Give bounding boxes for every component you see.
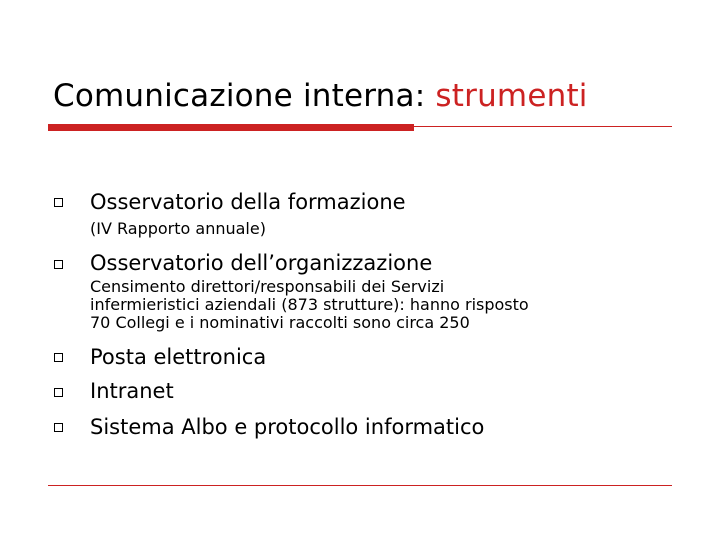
title-underline-thin xyxy=(414,126,672,127)
bullet-square-icon xyxy=(54,198,63,207)
slide-title xyxy=(53,76,588,116)
list-item-subtext xyxy=(90,278,529,332)
bullet-square-icon xyxy=(54,423,63,432)
slide-title-main: Comunicazione interna: xyxy=(53,78,436,114)
slide-title-accent: strumenti xyxy=(435,78,588,114)
list-item-posta-elettronica: Posta elettronica xyxy=(90,345,267,369)
list-item-subtext xyxy=(90,220,266,238)
subtext-line: 70 Collegi e i nominativi raccolti sono circa 250 xyxy=(90,313,470,332)
list-item-sistema-albo: Sistema Albo e protocollo informatico xyxy=(90,415,485,439)
subtext-line: infermieristici aziendali (873 strutture): hanno risposto xyxy=(90,295,529,314)
bullet-square-icon xyxy=(54,260,63,269)
bullet-square-icon xyxy=(54,388,63,397)
list-item-osservatorio-organizzazione: Osservatorio dell’organizzazione xyxy=(90,251,433,275)
subtext-line: (IV Rapporto annuale) xyxy=(90,219,266,238)
title-underline-thick xyxy=(48,124,414,131)
bullet-square-icon xyxy=(54,353,63,362)
list-item-intranet: Intranet xyxy=(90,379,174,403)
list-item-osservatorio-formazione: Osservatorio della formazione xyxy=(90,190,406,214)
footer-divider xyxy=(48,485,672,486)
subtext-line: Censimento direttori/responsabili dei Servizi xyxy=(90,277,445,296)
